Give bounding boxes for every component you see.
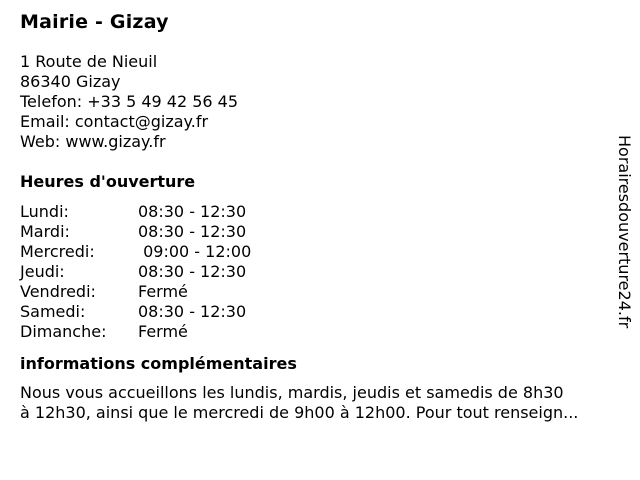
day-label: Samedi: — [20, 302, 86, 321]
hours-row-wednesday — [20, 242, 610, 262]
hours-heading: Heures d'ouverture — [20, 172, 196, 191]
street-address: 1 Route de Nieuil — [20, 52, 158, 71]
site-watermark — [612, 135, 636, 375]
day-label: Lundi: — [20, 202, 69, 221]
website: Web: www.gizay.fr — [20, 132, 166, 151]
day-label: Dimanche: — [20, 322, 107, 341]
hours-row-sunday — [20, 322, 610, 342]
address-block — [20, 52, 610, 152]
day-hours: 08:30 - 12:30 — [138, 302, 247, 321]
day-hours: Fermé — [138, 282, 188, 301]
hours-row-tuesday — [20, 222, 610, 242]
hours-row-saturday — [20, 302, 610, 322]
email-address: Email: contact@gizay.fr — [20, 112, 209, 131]
day-label: Mercredi: — [20, 242, 95, 261]
day-hours: 08:30 - 12:30 — [138, 202, 247, 221]
day-hours: 09:00 - 12:00 — [138, 242, 252, 261]
city-postal: 86340 Gizay — [20, 72, 121, 91]
phone-number: Telefon: +33 5 49 42 56 45 — [20, 92, 239, 111]
page-title: Mairie - Gizay — [20, 11, 169, 33]
hours-row-thursday — [20, 262, 610, 282]
hours-table — [20, 202, 610, 342]
info-line: à 12h30, ainsi que le mercredi de 9h00 à 12h00. Pour tout renseign... — [20, 403, 579, 422]
watermark-text: Horairesdouverture24.fr — [615, 135, 634, 329]
hours-row-monday — [20, 202, 610, 222]
day-hours: 08:30 - 12:30 — [138, 262, 247, 281]
info-heading: informations complémentaires — [20, 354, 297, 373]
day-label: Vendredi: — [20, 282, 96, 301]
day-hours: Fermé — [138, 322, 188, 341]
info-description — [20, 383, 640, 423]
hours-row-friday — [20, 282, 610, 302]
day-label: Mardi: — [20, 222, 70, 241]
day-hours: 08:30 - 12:30 — [138, 222, 247, 241]
opening-hours-card — [20, 0, 610, 423]
info-line: Nous vous accueillons les lundis, mardis, jeudis et samedis de 8h30 — [20, 383, 564, 402]
day-label: Jeudi: — [20, 262, 65, 281]
